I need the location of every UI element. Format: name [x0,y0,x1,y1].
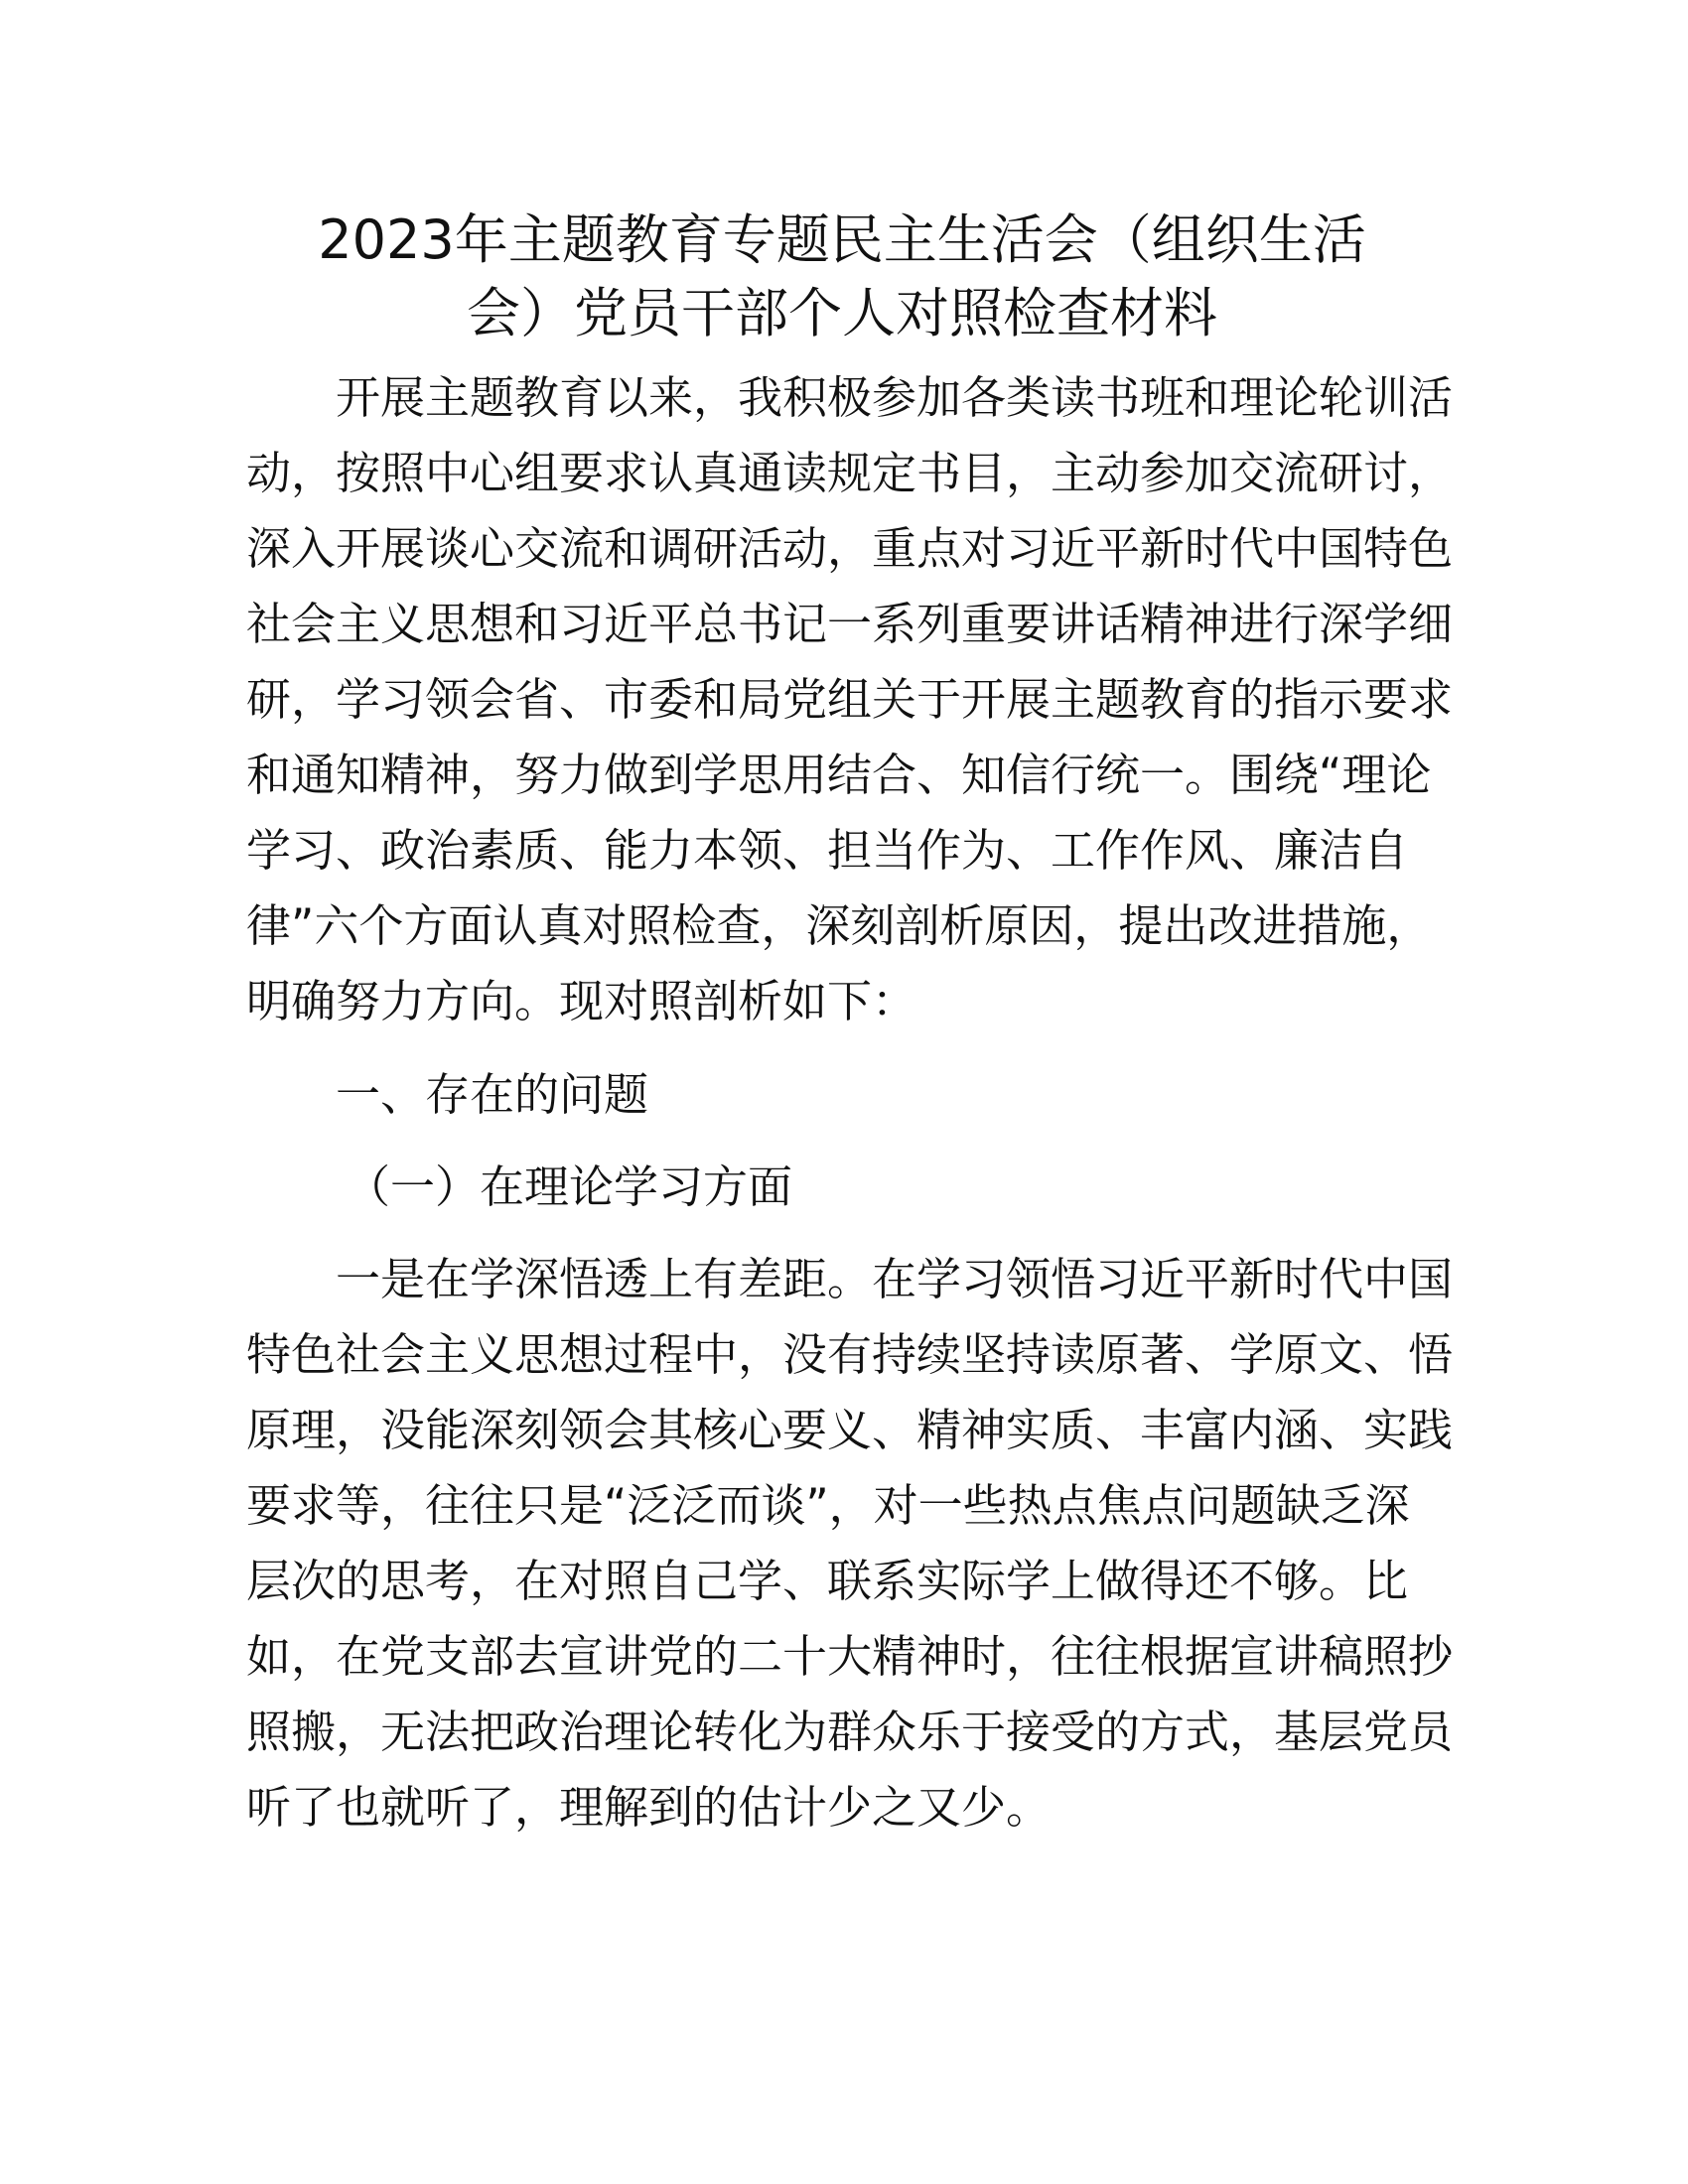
intro-line: 动，按照中心组要求认真通读规定书目，主动参加交流研讨， [246,447,1454,499]
body-line: 特色社会主义思想过程中，没有持续坚持读原著、学原文、悟 [246,1328,1454,1381]
body-line: 层次的思考，在对照自己学、联系实际学上做得还不够。比 [246,1555,1409,1607]
subsection-heading-text: （一）在理论学习方面 [346,1160,793,1213]
intro-line: 社会主义思想和习近平总书记一系列重要讲话精神进行深学细 [246,598,1454,650]
document-title [246,204,1438,350]
title-line-2: 会）党员干部个人对照检查材料 [467,282,1217,344]
intro-line: 深入开展谈心交流和调研活动，重点对习近平新时代中国特色 [246,522,1454,575]
intro-line: 研，学习领会省、市委和局党组关于开展主题教育的指示要求 [246,673,1454,726]
body-line: 照搬，无法把政治理论转化为群众乐于接受的方式，基层党员 [246,1706,1454,1758]
intro-line: 开展主题教育以来，我积极参加各类读书班和理论轮训活 [336,371,1454,424]
section-heading [246,1057,1438,1133]
intro-line: 律”六个方面认真对照检查，深刻剖析原因，提出改进措施， [246,899,1432,952]
intro-line: 和通知精神，努力做到学思用结合、知信行统一。围绕“理论 [246,749,1432,801]
body-line: 如，在党支部去宣讲党的二十大精神时，往往根据宣讲稿照抄 [246,1630,1454,1683]
body-line: 听了也就听了，理解到的估计少之又少。 [246,1781,1052,1834]
section-heading-text: 一、存在的问题 [336,1068,649,1121]
body-line: 要求等，往往只是“泛泛而谈”，对一些热点焦点问题缺乏深 [246,1479,1410,1532]
subsection-heading [246,1150,1438,1225]
intro-paragraph [246,360,1454,1039]
title-line-1: 2023年主题教育专题民主生活会（组织生活 [318,208,1366,271]
intro-line: 明确努力方向。现对照剖析如下： [246,975,917,1027]
body-line: 原理，没能深刻领会其核心要义、精神实质、丰富内涵、实践 [246,1404,1454,1456]
body-paragraph [246,1242,1454,1845]
intro-line: 学习、政治素质、能力本领、担当作为、工作作风、廉洁自 [246,824,1409,877]
document-page [246,204,1454,1845]
body-line: 一是在学深悟透上有差距。在学习领悟习近平新时代中国 [336,1253,1454,1305]
